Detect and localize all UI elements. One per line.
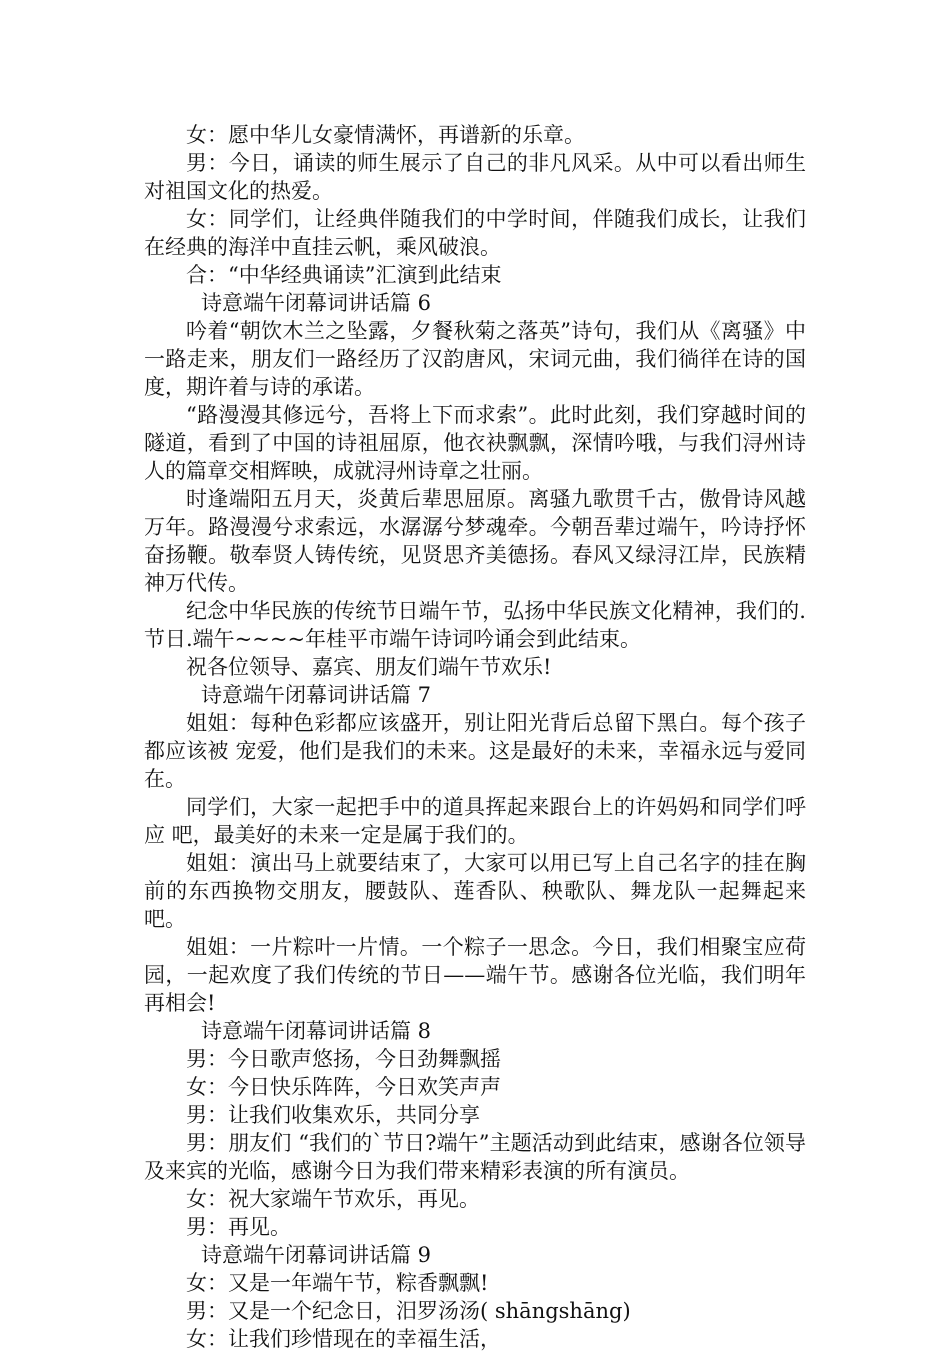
paragraph: 男：让我们收集欢乐，共同分享 (186, 1103, 480, 1127)
paragraph: 姐姐：演出马上就要结束了，大家可以用已写上自己名字的挂在胸前的东西换物交朋友，腰鼓队、莲香队、秧歌队、舞龙队一起舞起来吧。 (144, 851, 806, 931)
paragraph: 男：再见。 (186, 1215, 291, 1239)
paragraph: 女：祝大家端午节欢乐，再见。 (186, 1187, 480, 1211)
paragraph: 男：今日，诵读的师生展示了自己的非凡风采。从中可以看出师生对祖国文化的热爱。 (144, 151, 806, 203)
section-heading: 诗意端午闭幕词讲话篇 9 (201, 1243, 432, 1267)
paragraph: 时逢端阳五月天，炎黄后辈思屈原。离骚九歌贯千古，傲骨诗风越万年。路漫漫兮求索远，水潺潺兮梦魂牵。今朝吾辈过端午，吟诗抒怀奋扬鞭。敬奉贤人铸传统，见贤思齐美德扬。春风又绿浔江岸，民族精神万代传。 (144, 487, 806, 595)
document-page (144, 121, 806, 1353)
paragraph: 同学们，大家一起把手中的道具挥起来跟台上的许妈妈和同学们呼应 吧，最美好的未来一定是属于我们的。 (144, 795, 806, 847)
paragraph: 姐姐：一片粽叶一片情。一个粽子一思念。今日，我们相聚宝应荷园，一起欢度了我们传统的节日——端午节。感谢各位光临，我们明年再相会! (144, 935, 806, 1015)
paragraph: 纪念中华民族的传统节日端午节，弘扬中华民族文化精神，我们的.节日.端午~~~~年桂平市端午诗词吟诵会到此结束。 (144, 599, 806, 651)
section-heading: 诗意端午闭幕词讲话篇 8 (201, 1019, 432, 1043)
paragraph: 女：又是一年端午节，粽香飘飘! (186, 1271, 489, 1295)
paragraph: 祝各位领导、嘉宾、朋友们端午节欢乐! (186, 655, 552, 679)
section-heading: 诗意端午闭幕词讲话篇 7 (201, 683, 432, 707)
paragraph: 女：愿中华儿女豪情满怀，再谱新的乐章。 (186, 123, 585, 147)
paragraph: 男：朋友们 “我们的`节日?端午”主题活动到此结束，感谢各位领导及来宾的光临，感谢今日为我们带来精彩表演的所有演员。 (144, 1131, 806, 1183)
paragraph: 吟着“朝饮木兰之坠露，夕餐秋菊之落英”诗句，我们从《离骚》中一路走来，朋友们一路经历了汉韵唐风，宋词元曲，我们徜徉在诗的国度，期许着与诗的承诺。 (144, 319, 806, 399)
paragraph: 姐姐：每种色彩都应该盛开，别让阳光背后总留下黑白。每个孩子都应该被 宠爱，他们是我们的未来。这是最好的未来，幸福永远与爱同在。 (144, 711, 806, 791)
paragraph: 男：又是一个纪念日，汨罗汤汤( shāngshāng) (186, 1299, 631, 1323)
paragraph: 女：让我们珍惜现在的幸福生活， (186, 1327, 501, 1351)
paragraph: “路漫漫其修远兮，吾将上下而求索”。此时此刻，我们穿越时间的隧道，看到了中国的诗祖屈原，他衣袂飘飘，深情吟哦，与我们浔州诗人的篇章交相辉映，成就浔州诗章之壮丽。 (144, 403, 806, 483)
paragraph: 女：今日快乐阵阵，今日欢笑声声 (186, 1075, 501, 1099)
section-heading: 诗意端午闭幕词讲话篇 6 (201, 291, 432, 315)
paragraph: 男：今日歌声悠扬，今日劲舞飘摇 (186, 1047, 501, 1071)
paragraph: 合：“中华经典诵读”汇演到此结束 (186, 263, 502, 287)
paragraph: 女：同学们，让经典伴随我们的中学时间，伴随我们成长，让我们在经典的海洋中直挂云帆，乘风破浪。 (144, 207, 806, 259)
